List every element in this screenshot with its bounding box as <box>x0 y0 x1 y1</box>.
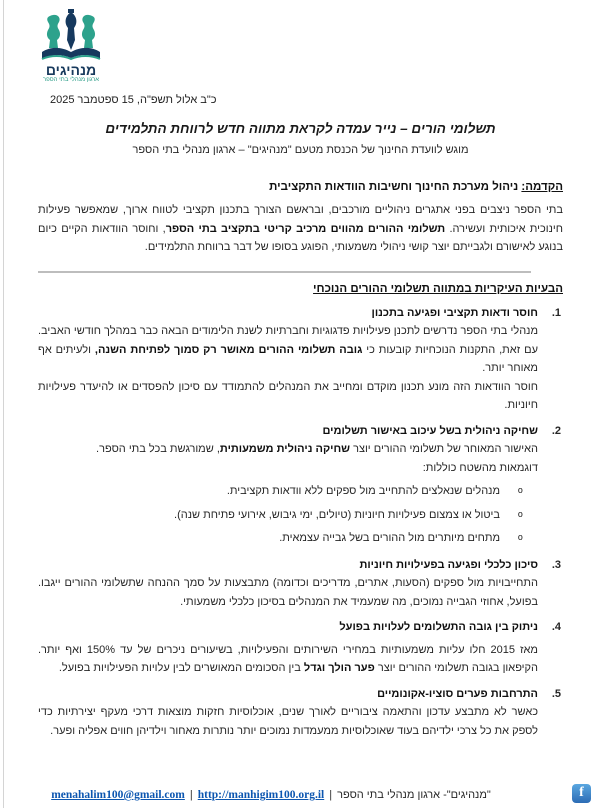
item-text-bold: פער הולך וגדל <box>303 662 375 674</box>
intro-heading <box>38 178 563 196</box>
item-number: 3. <box>551 558 561 571</box>
footer-email-link[interactable]: menahalim100@gmail.com <box>51 789 185 801</box>
item-text: מאז 2015 חלו עליות משמעותיות במחירי השירותים והפעילויות, בשיעורים ניכרים של עד 150% ואף יותר. הקיפאון בגובה תשלומי ההורים יוצר <box>38 643 538 674</box>
problem-item-1 <box>38 304 563 415</box>
bullet-text: מתחים מיותרים מול ההורים בשל גבייה עצמאית. <box>279 532 500 544</box>
section-divider <box>38 271 531 273</box>
page-edge-line <box>3 0 4 808</box>
facebook-icon[interactable]: f <box>572 784 591 803</box>
item-number: 5. <box>551 687 561 700</box>
problem-item-4 <box>38 618 563 678</box>
sub-bullet <box>38 529 538 548</box>
problem-item-5 <box>38 685 563 741</box>
logo-chess-book-icon <box>37 8 105 62</box>
intro-text-bold: תשלומי ההורים מהווים מרכיב קריטי בתקציב בתי הספר <box>165 222 446 235</box>
intro-text: בתי הספר ניצבים בפני אתגרים ניהוליים מורכבים, ובראשם הצורך בתכנון תקציבי לטווח ארוך, שמאפשר פעילות חינוכית איכותית ועשירה. <box>38 204 563 235</box>
footer-org-text: "מנהיגים"- ארגון מנהלי בתי הספר <box>337 789 491 801</box>
footer-separator: | <box>329 789 333 801</box>
item-text: בין הסכומים המאושרים לבין עלויות הפעילויות בפועל. <box>58 662 304 674</box>
problems-list <box>38 304 563 741</box>
item-number: 1. <box>551 306 561 319</box>
problem-item-3 <box>38 556 563 612</box>
item-title: סיכון כלכלי ופגיעה בפעילויות חיוניות <box>359 558 538 571</box>
item-title: חוסר ודאות תקציבי ופגיעה בתכנון <box>371 306 538 319</box>
bullet-circle-icon: o <box>517 509 523 520</box>
item-title: התרחבות פערים סוציו-אקונומיים <box>377 687 538 700</box>
item-paragraph <box>38 440 538 459</box>
item-text: האישור המאוחר של תשלומי ההורים יוצר <box>350 443 538 455</box>
page-subtitle: מוגש לוועדת החינוך של הכנסת מטעם "מנהיגים" – ארגון מנהלי בתי הספר <box>132 144 469 156</box>
footer-separator: | <box>189 789 193 801</box>
bullet-text: מנהלים שנאלצים להתחייב מול ספקים ללא וודאות תקציבית. <box>226 485 500 497</box>
item-paragraph: חוסר הוודאות הזה מונע תכנון מוקדם ומחייב את המנהלים להתמודד עם סיכון להפסדים או להיעדר פעילויות חיוניות. <box>38 380 538 411</box>
item-text: מנהלי בתי הספר נדרשים לתכנן פעילויות פדגוגיות וחברתיות לשנת הלימודים הבאה כבר במהלך חודשי האביב. עם זאת, התקנות הנוכחיות קובעות כי <box>38 325 538 356</box>
item-paragraph: כאשר לא מתבצע עדכון והתאמה ציבוריים לאורך שנים, אוכלוסיות חזקות מוצאות דרכי מעקף יצירתיות כדי לספק את כל צרכי ילדיהם בעוד שאוכלוסיות ממעמדות נמוכים יותר נותרות מאחור וילדיהן חווים אפליה ופער. <box>38 706 538 737</box>
item-title: ניתוק בין גובה התשלומים לעלויות בפועל <box>339 621 538 633</box>
item-title: שחיקה ניהולית בשל עיכוב באישור תשלומים <box>322 424 538 437</box>
item-text-bold: גובה תשלומי ההורים מאושר רק סמוך לפתיחת השנה, <box>94 343 363 356</box>
sub-bullet <box>38 506 538 525</box>
org-logo <box>34 8 108 84</box>
item-paragraph <box>38 641 538 678</box>
item-text: , שמורגשת בכל בתי הספר. <box>96 443 220 455</box>
item-number: 4. <box>551 621 561 633</box>
intro-text: , וחוסר הוודאות הקיים כיום בנוגע לאישורם ולגבייתם יוצר קושי ניהולי משמעותי, הפוגע בסופו של דבר ברווחת התלמידים. <box>38 222 563 253</box>
intro-heading-label: הקדמה: <box>521 181 563 193</box>
problems-heading: הבעיות העיקריות במתווה תשלומי ההורים הנוכחי <box>313 282 563 295</box>
sub-bullet <box>38 482 538 501</box>
document-footer <box>0 789 600 801</box>
footer-website-link[interactable]: http://manhigim100.org.il <box>197 789 325 801</box>
bullet-circle-icon: o <box>517 486 523 496</box>
page-title: תשלומי הורים – נייר עמדה לקראת מתווה חדש לרווחת התלמידים <box>105 121 496 136</box>
bullet-circle-icon: o <box>517 533 523 543</box>
intro-paragraph <box>38 201 563 257</box>
item-lead: דוגמאות מהשטח כוללות: <box>422 461 538 474</box>
item-text-bold: שחיקה ניהולית משמעותית <box>219 443 351 455</box>
document-body <box>0 120 600 740</box>
item-paragraph <box>38 322 538 378</box>
item-text: ולעיתים אף מאוחר יותר. <box>38 343 538 374</box>
bullet-text: ביטול או צמצום פעילויות חיוניות (טיולים, ימי גיבוש, אירועי פתיחת שנה). <box>174 508 500 521</box>
logo-tagline: ארגון מנהלי בתי הספר <box>42 77 100 83</box>
document-date: כ"ב אלול תשפ"ה, 15 ספטמבר 2025 <box>50 94 217 106</box>
problem-item-2 <box>38 422 563 548</box>
intro-heading-rest: ניהול מערכת החינוך וחשיבות הוודאות התקציבית <box>269 181 522 193</box>
logo-org-name: מנהיגים <box>45 62 97 78</box>
item-number: 2. <box>551 424 561 437</box>
document-header <box>0 0 600 112</box>
item-paragraph: התחייבויות מול ספקים (הסעות, אתרים, מדריכים וכדומה) מתבצעות על סמך ההנחה שתשלומי ההורים ייגבו. בפועל, אחוזי הגבייה נמוכים, מה שמעמיד את המנהלים בסיכון כלכלי משמעותי. <box>38 577 538 608</box>
